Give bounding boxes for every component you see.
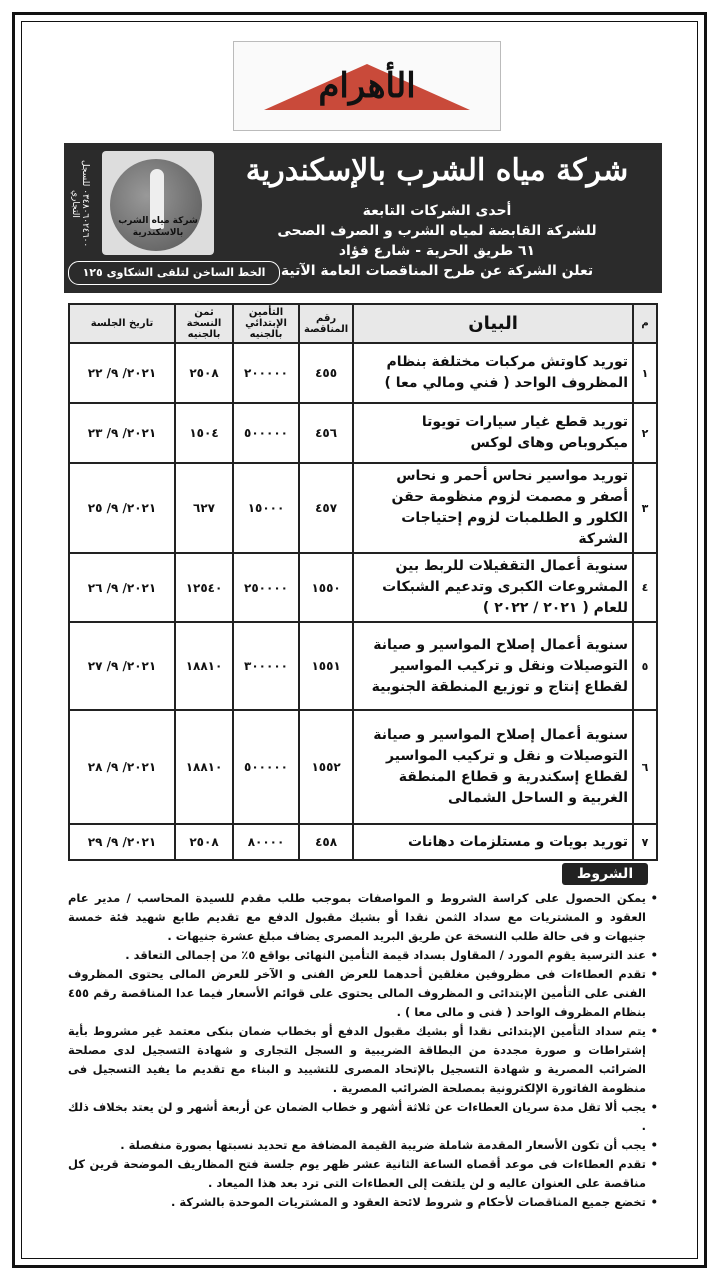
row-number: ٧: [633, 824, 657, 860]
row-tender-number: ٤٥٦: [299, 403, 353, 463]
condition-item: • يتم سداد التأمين الإبتدائى نقدا أو بشيك مقبول الدفع أو بخطاب ضمان بنكى معتمد غير مشروط بأية إشتراطات و صورة مجددة من البطاقة الضريبية و السجل التجارى و شهادة التسجيل لدى مصلحة الضرائب المصرية و شهادة التسجيل بالإتحاد المصرى للتشييد و البناء مع تقديم ما يفيد التسجيل فى منظومة الفاتورة الإلكترونية بمصلحة الضرائب المصرية .: [68, 1022, 658, 1098]
commercial-register: ٠٣٤٨٠٦٠٢٤٦٠٠ للسجل التجاري: [70, 160, 90, 248]
row-tender-number: ٤٥٥: [299, 343, 353, 403]
col-tender-no-header: رقم المناقصة: [299, 304, 353, 343]
row-insurance: ٥٠٠٠٠٠: [233, 403, 299, 463]
row-number: ٣: [633, 463, 657, 553]
row-session-date: ٢٠٢١/ ٩/ ٢٣: [69, 403, 175, 463]
company-logo: [102, 151, 214, 255]
row-insurance: ٣٠٠٠٠٠: [233, 622, 299, 710]
header-line-3: ٦١ طريق الحرية - شارع فؤاد: [338, 243, 536, 259]
table-header-row: [69, 304, 657, 343]
row-number: ٢: [633, 403, 657, 463]
row-insurance: ٢٠٠٠٠٠: [233, 343, 299, 403]
condition-item: • يجب ألا تقل مدة سريان العطاءات عن ثلاثة أشهر و خطاب الضمان عن أربعة أشهر و لن يعتد بخلاف ذلك .: [68, 1098, 658, 1136]
row-copy-price: ٢٥٠٨: [175, 343, 233, 403]
row-insurance: ٥٠٠٠٠٠: [233, 710, 299, 824]
condition-item: • يمكن الحصول على كراسة الشروط و المواصفات بموجب طلب مقدم للسيدة المحاسب / مدير عام العقود و المشتريات مع سداد الثمن نقدا أو بشيك مقبول الدفع مع تقديم طابع شهيد فئة خمسة جنيهات و فى حالة طلب النسخة عن طريق البريد المصرى يضاف مبلغ عشرة جنيهات .: [68, 889, 658, 946]
row-insurance: ٢٥٠٠٠٠: [233, 553, 299, 622]
header-line-4: تعلن الشركة عن طرح المناقصات العامة الآتية: [280, 263, 594, 279]
newspaper-masthead: [233, 41, 501, 131]
col-desc-header: البيان: [353, 304, 633, 343]
row-tender-number: ١٥٥١: [299, 622, 353, 710]
conditions-list: [68, 889, 658, 1212]
table-row: [69, 710, 657, 824]
row-number: ٥: [633, 622, 657, 710]
header-line-1: أحدى الشركات التابعة: [362, 203, 512, 219]
row-description: سنوية أعمال التقفيلات للربط بين المشروعات الكبرى وتدعيم الشبكات للعام ( ٢٠٢١ / ٢٠٢٢ ): [353, 553, 633, 622]
row-insurance: ٨٠٠٠٠: [233, 824, 299, 860]
row-tender-number: ٤٥٧: [299, 463, 353, 553]
header-line-2: للشركة القابضة لمياه الشرب و الصرف الصحى: [277, 223, 597, 239]
row-tender-number: ١٥٥٢: [299, 710, 353, 824]
col-date-header: تاريخ الجلسة: [69, 304, 175, 343]
row-number: ١: [633, 343, 657, 403]
row-copy-price: ١٥٠٤: [175, 403, 233, 463]
row-tender-number: ٤٥٨: [299, 824, 353, 860]
row-copy-price: ٦٢٧: [175, 463, 233, 553]
row-session-date: ٢٠٢١/ ٩/ ٢٨: [69, 710, 175, 824]
col-num-header: م: [633, 304, 657, 343]
table-row: [69, 403, 657, 463]
row-session-date: ٢٠٢١/ ٩/ ٢٥: [69, 463, 175, 553]
row-number: ٦: [633, 710, 657, 824]
hotline-badge: الخط الساخن لتلقى الشكاوى ١٢٥: [68, 261, 280, 285]
row-description: سنوية أعمال إصلاح المواسير و صيانة التوصيلات ونقل و تركيب المواسير لقطاع إنتاج و توزيع المنطقة الجنوبية: [353, 622, 633, 710]
ad-header: [64, 143, 662, 293]
row-description: توريد كاوتش مركبات مختلفة بنظام المظروف الواحد ( فني ومالي معا ): [353, 343, 633, 403]
table-row: [69, 824, 657, 860]
tender-advertisement: [64, 143, 662, 1225]
condition-item: • تقدم العطاءات فى موعد أقصاه الساعة الثانية عشر ظهر يوم جلسة فتح المظاريف الموضحة قرين كل مناقصة على العنوان عاليه و لن يلتفت إلى العطاءات التى ترد بعد هذا الميعاد .: [68, 1155, 658, 1193]
row-description: توريد قطع غيار سيارات تويوتا ميكروباص وهاى لوكس: [353, 403, 633, 463]
row-description: توريد بويات و مستلزمات دهانات: [353, 824, 633, 860]
row-session-date: ٢٠٢١/ ٩/ ٢٢: [69, 343, 175, 403]
logo-text: شركة مياه الشرب بالاسكندرية: [118, 216, 198, 238]
table-row: [69, 343, 657, 403]
row-copy-price: ١٢٥٤٠: [175, 553, 233, 622]
table-row: [69, 622, 657, 710]
row-copy-price: ١٨٨١٠: [175, 710, 233, 824]
col-price-header: ثمن النسخة بالجنيه: [175, 304, 233, 343]
row-session-date: ٢٠٢١/ ٩/ ٢٩: [69, 824, 175, 860]
condition-item: • تخضع جميع المناقصات لأحكام و شروط لائحة العقود و المشتريات الموحدة بالشركة .: [68, 1193, 658, 1212]
row-description: سنوية أعمال إصلاح المواسير و صيانة التوصيلات و نقل و تركيب المواسير لقطاع إسكندرية و قطاع المنطقة الغربية و الساحل الشمالى: [353, 710, 633, 824]
row-copy-price: ٢٥٠٨: [175, 824, 233, 860]
table-row: [69, 553, 657, 622]
col-insurance-header: التأمين الإبتدائي بالجنيه: [233, 304, 299, 343]
newspaper-name: الأهرام: [318, 66, 416, 106]
row-session-date: ٢٠٢١/ ٩/ ٢٦: [69, 553, 175, 622]
condition-item: • عند الترسية يقوم المورد / المقاول بسداد قيمة التأمين النهائى بواقع ٥٪ من إجمالى التعاقد .: [68, 946, 658, 965]
row-number: ٤: [633, 553, 657, 622]
tenders-table: [68, 303, 658, 861]
row-description: توريد مواسير نحاس أحمر و نحاس أصفر و مصمت لزوم منظومة حقن الكلور و الطلمبات لزوم إحتياجات الشركة: [353, 463, 633, 553]
row-tender-number: ١٥٥٠: [299, 553, 353, 622]
condition-item: • تقدم العطاءات فى مظروفين مغلقين أحدهما للعرض الفنى و الآخر للعرض المالى يحتوى المظروف الفنى على التأمين الإبتدائى و المظروف المالى يحتوى على قوائم الأسعار فيما عدا المناقصة رقم ٤٥٥ بنظام المظروف الواحد ( فنى و مالى معا ) .: [68, 965, 658, 1022]
table-row: [69, 463, 657, 553]
row-copy-price: ١٨٨١٠: [175, 622, 233, 710]
row-session-date: ٢٠٢١/ ٩/ ٢٧: [69, 622, 175, 710]
conditions-title: الشروط: [562, 863, 648, 885]
condition-item: • يجب أن تكون الأسعار المقدمة شاملة ضريبة القيمة المضافة مع تحديد نسبتها بصورة منفصلة .: [68, 1136, 658, 1155]
company-name: شركة مياه الشرب بالإسكندرية: [245, 153, 629, 188]
row-insurance: ١٥٠٠٠: [233, 463, 299, 553]
